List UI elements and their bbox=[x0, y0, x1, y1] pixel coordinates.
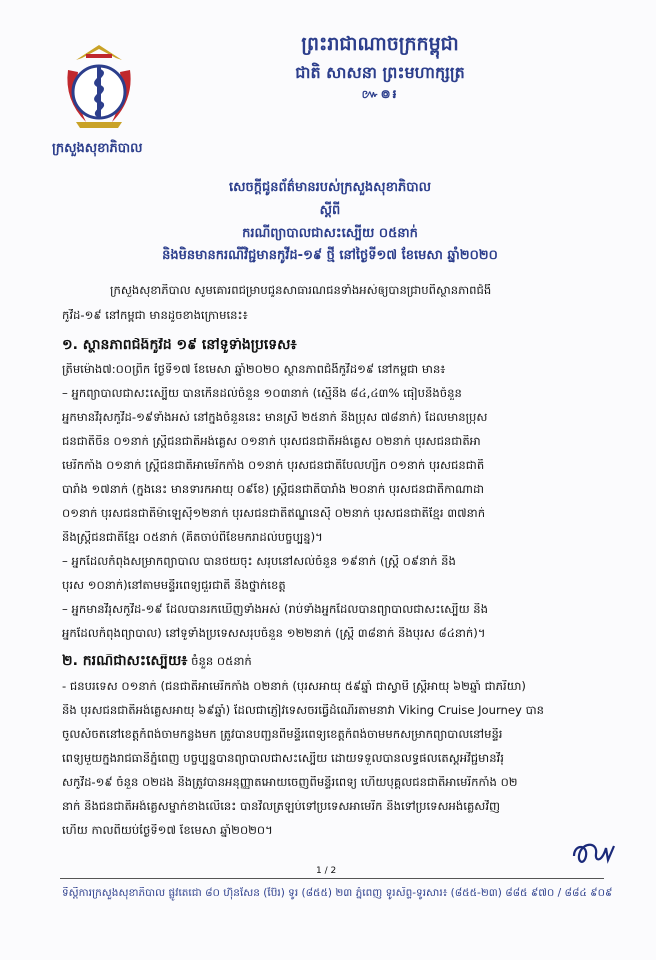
section-2-line: ហើយ កាលពីយប់ថ្ងៃទី១៧ ខែមេសា ឆ្នាំ២០២០។ bbox=[62, 824, 273, 837]
ornament: ៚៙៛ bbox=[361, 87, 399, 101]
ministry-logo bbox=[56, 40, 142, 140]
section-1-line: មេរិកកាំង ០១នាក់ ស្ត្រីជនជាតិអាមេរិកកាំង ០១នាក់ បុរសជនជាតិបែលហ្ស៊ិក ០១នាក់ បុរសជនជាតិ bbox=[62, 459, 485, 472]
signature-icon bbox=[568, 838, 618, 868]
section-1-line: – អ្នកដែលកំពុងសម្រាកព្យាបាល បានថយចុះ សរុបនៅសល់ចំនួន ១៩នាក់ (ស្ត្រី ០៩នាក់ និង bbox=[62, 555, 456, 568]
section-1-line: ត្រឹមម៉ោង៧:០០ព្រឹក ថ្ងៃទី១៧ ខែមេសា ឆ្នាំ២០២០ ស្ថានភាពជំងឺកូវីដ១៩ នៅកម្ពុជា មាន៖ bbox=[62, 363, 446, 376]
section-2-heading: ២. ករណីជាសះស្បើយ៖ bbox=[62, 654, 188, 669]
section-1-line: – អ្នកព្យាបាលជាសះស្បើយ បានកើនដល់ចំនួន ១០៣នាក់ (ស្មើនឹង ៨៤,៤៣% ធៀបនឹងចំនួន bbox=[62, 387, 462, 400]
section-2-line: ចូលសំចតនៅខេត្តកំពង់ចាមកន្លងមក ត្រូវបានបញ្ជូនពីមន្ទីរពេទ្យខេត្តកំពង់ចាមមកសម្រាកព្យាបាលនៅមន្ទីរ bbox=[62, 728, 503, 741]
section-2-line: នាក់ និងជនជាតិអង់គ្លេសម្នាក់ខាងលើនេះ បានវិលត្រឡប់ទៅប្រទេសអាមេរិក និងទៅប្រទេសអង់គ្លេសវិញ bbox=[62, 800, 501, 813]
footer-address: ទីស្តីការក្រសួងសុខាភិបាល ផ្លូវតេជោ ៨០ ហ៊ុនសែន (ប៊ែរ) ទូរ (៨៥៥) ២៣ ភ្នំពេញ ទូរស័ព្ទ-ទូរសារ៖ (៨៥៥-២៣) ៨៨៥ ៩៧០ / ៨៨៤ ៩០៩ bbox=[62, 887, 613, 899]
national-motto: ជាតិ សាសនា ព្រះមហាក្សត្រ bbox=[295, 63, 465, 82]
title-line-1: សេចក្តីជូនព័ត៌មានរបស់ក្រសួងសុខាភិបាល bbox=[229, 180, 431, 195]
section-1-line: អ្នកមានវីរុសកូវីដ-១៩ទាំងអស់ នៅក្នុងចំនួននេះ មានស្រី ២៥នាក់ និងប្រុស ៧៨នាក់) ដែលមានប្រុស bbox=[62, 411, 488, 424]
section-1-line: – អ្នកមានវីរុសកូវីដ-១៩ ដែលបានរកឃើញទាំងអស់ (រាប់ទាំងអ្នកដែលបានព្យាបាលជាសះស្បើយ និង bbox=[62, 603, 489, 616]
intro-line: កូវីដ-១៩ នៅកម្ពុជា មានដូចខាងក្រោមនេះ៖ bbox=[62, 309, 248, 322]
section-1-line: ០១នាក់ បុរសជនជាតិម៉ាឡេស៊ី១២នាក់ បុរសជនជាតិឥណ្ឌូនេស៊ី ០២នាក់ បុរសជនជាតិខ្មែរ ៣៧នាក់ bbox=[62, 507, 486, 520]
ministry-name: ក្រសួងសុខាភិបាល bbox=[52, 141, 143, 156]
intro-line: ក្រសួងសុខាភិបាល សូមគោរពជម្រាបជូនសាធារណជនទាំងអស់ឲ្យបានជ្រាបពីស្ថានភាពជំងឺ bbox=[110, 284, 492, 297]
section-1-line: ជនជាតិចិន ០១នាក់ ស្ត្រីជនជាតិអង់គ្លេស ០១នាក់ បុរសជនជាតិអង់គ្លេស ០២នាក់ បុរសជនជាតិអា bbox=[62, 435, 481, 448]
ministry-emblem-icon bbox=[56, 40, 142, 136]
signature-mark bbox=[568, 838, 618, 872]
section-1-line: បុរស ១០នាក់)នៅតាមមន្ទីរពេទ្យជួរជាតិ និងថ្នាក់ខេត្ត bbox=[62, 579, 286, 592]
title-line-3: ករណីព្យាបាលជាសះស្បើយ ០៥នាក់ bbox=[242, 226, 418, 241]
section-2-line: សកូវីដ-១៩ ចំនួន ០២ដង និងត្រូវបានអនុញ្ញាតអោយចេញពីមន្ទីរពេទ្យ ហើយបុគ្គលជនជាតិអាមេរិកកាំង ០២ bbox=[62, 776, 518, 789]
section-1-line: អ្នកដែលកំពុងព្យាបាល) នៅទូទាំងប្រទេសសរុបចំនួន ១២២នាក់ (ស្ត្រី ៣៨នាក់ និងបុរស ៨៤នាក់)។ bbox=[62, 627, 486, 640]
section-2-count: ចំនួន ០៥នាក់ bbox=[191, 654, 252, 668]
title-line-2: ស្តីពី bbox=[319, 203, 341, 218]
section-2-line: - ជនបរទេស ០១នាក់ (ជនជាតិអាមេរិកកាំង ០២នាក់ (បុរសអាយុ ៥៩ឆ្នាំ ជាស្វាមី ស្ត្រីអាយុ ៦២ឆ្នាំ ជាភរិយា) bbox=[62, 680, 526, 693]
page-number: 1 / 2 bbox=[316, 866, 337, 876]
footer-divider bbox=[60, 878, 604, 879]
title-line-4: និងមិនមានករណីវិជ្ជមានកូវីដ-១៩ ថ្មី នៅថ្ងៃទី១៧ ខែមេសា ឆ្នាំ២០២០ bbox=[162, 248, 498, 263]
section-1-line: បារាំង ១៧នាក់ (ក្នុងនេះ មានទារកអាយុ ០៩ខែ) ស្ត្រីជនជាតិបារាំង ២០នាក់ បុរសជនជាតិកាណាដា bbox=[62, 483, 485, 496]
section-2-line: និង បុរសជនជាតិអង់គ្លេសអាយុ ៦៩ឆ្នាំ) ដែលជាភ្ញៀវទេសចរធ្វើដំណើរតាមនាវា Viking Cruise Journey បាន bbox=[62, 704, 544, 717]
section-2-line: ពេទ្យមួយក្នុងរាជធានីភ្នំពេញ បច្ចុប្បន្នបានព្យាបាលជាសះស្បើយ ដោយទទួលបានលទ្ធផលតេស្តអវិជ្ជមានវីរុ bbox=[62, 752, 504, 765]
section-1-heading: ១. ស្ថានភាពជំងឺកូវីដ ១៩ នៅទូទាំងប្រទេស៖ bbox=[62, 338, 297, 353]
kingdom-heading: ព្រះរាជាណាចក្រកម្ពុជា bbox=[301, 33, 459, 55]
section-1-line: និងស្ត្រីជនជាតិខ្មែរ ០៥នាក់ (គិតចាប់ពីខែមករាដល់បច្ចុប្បន្ន)។ bbox=[62, 531, 323, 544]
